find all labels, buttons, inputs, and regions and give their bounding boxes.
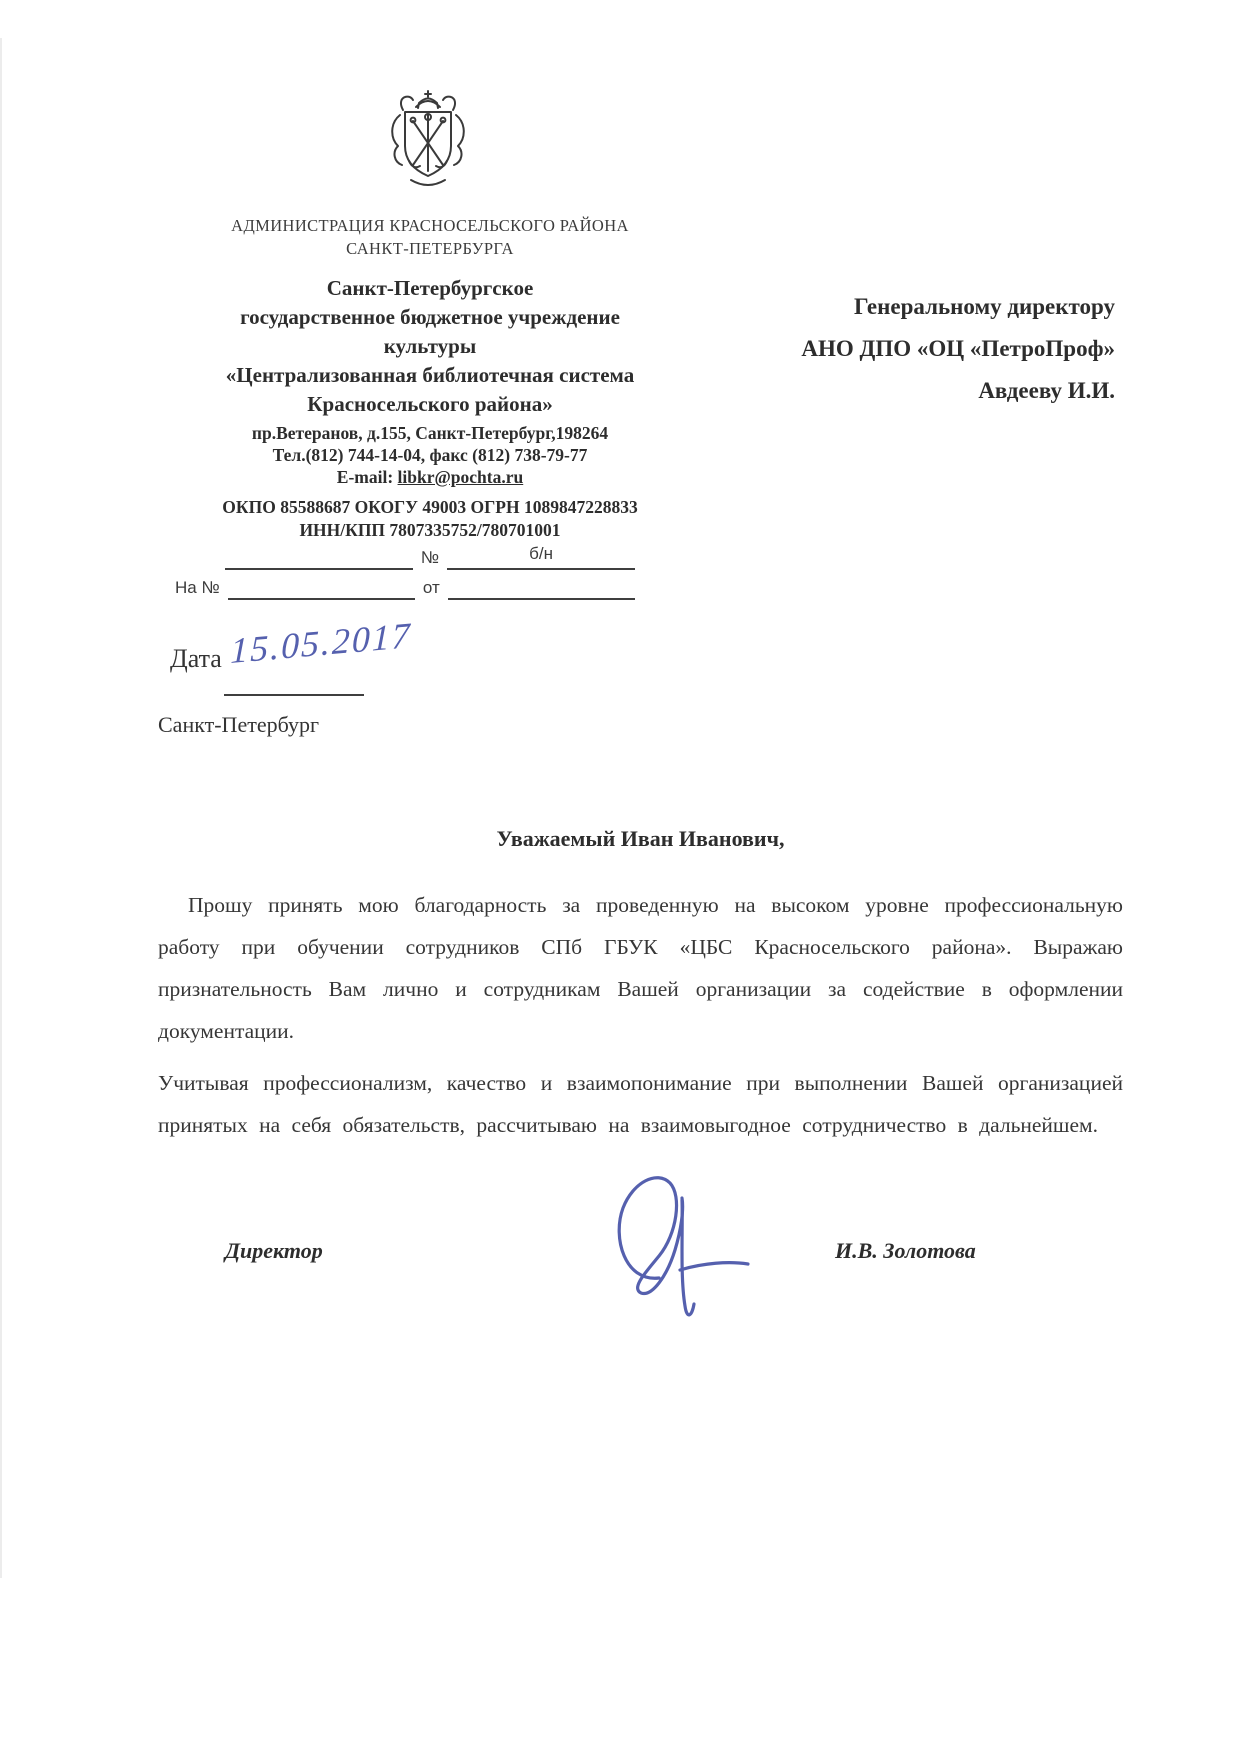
email-label: E-mail:	[336, 467, 394, 487]
number-sign-label: №	[420, 548, 440, 567]
email-line	[150, 466, 710, 488]
signer-title: Директор	[225, 1238, 323, 1263]
incoming-number-blank	[228, 574, 415, 600]
outgoing-number-value: б/н	[447, 544, 635, 570]
phone-fax: Тел.(812) 744-14-04, факс (812) 738-79-77	[272, 445, 588, 465]
contact-block	[150, 422, 710, 488]
body-paragraph-2: Учитывая профессионализм, качество и взаимопонимание при выполнении Вашей организацией принятых на себя обязательств, рассчитываю на взаимовыгодное сотрудничество в дальнейшем.	[158, 1071, 1123, 1137]
date-underline	[224, 694, 364, 696]
org-name-line: государственное бюджетное учреждение	[240, 305, 620, 329]
salutation: Уважаемый Иван Иванович,	[496, 826, 785, 851]
city-line: Санкт-Петербург	[158, 712, 319, 737]
recipient-person: Авдееву И.И.	[978, 378, 1115, 403]
incoming-date-blank	[448, 574, 635, 600]
organization-name	[150, 274, 710, 419]
body-paragraph-1: Прошу принять мою благодарность за проведенную на высоком уровне профессиональную работу при обучении сотрудников СПб ГБУК «ЦБС Красносельского района». Выражаю признательность Вам лично и сотрудникам Вашей организации за содействие в оформлении документации.	[158, 893, 1123, 1043]
recipient-organization: АНО ДПО «ОЦ «ПетроПроф»	[801, 336, 1115, 361]
outgoing-number-blank	[225, 544, 413, 570]
administration-caption	[150, 214, 710, 260]
codes-line-1: ОКПО 85588687 ОКОГУ 49003 ОГРН 1089847228833	[222, 497, 638, 517]
handwritten-date: 15.05.2017	[230, 614, 413, 671]
org-name-line: Красносельского района»	[307, 392, 553, 416]
handwritten-signature-icon	[585, 1158, 775, 1330]
date-label: Дата	[170, 644, 222, 673]
na-number-label: На №	[175, 578, 220, 597]
org-name-line: культуры	[383, 334, 477, 358]
spb-coat-of-arms-icon	[383, 88, 473, 192]
org-name-line: Санкт-Петербургское	[326, 276, 534, 300]
codes-line-2: ИНН/КПП 7807335752/780701001	[299, 520, 561, 540]
scan-edge-artifact	[0, 38, 2, 1578]
administration-line-2: САНКТ-ПЕТЕРБУРГА	[346, 239, 514, 258]
recipient-title: Генеральному директору	[854, 294, 1115, 319]
ot-label: от	[422, 578, 440, 597]
registry-codes	[150, 496, 710, 542]
recipient-block	[700, 286, 1115, 412]
administration-line-1: АДМИНИСТРАЦИЯ КРАСНОСЕЛЬСКОГО РАЙОНА	[231, 216, 629, 235]
org-name-line: «Централизованная библиотечная система	[225, 363, 635, 387]
signer-name: И.В. Золотова	[835, 1238, 976, 1263]
email-address: libkr@pochta.ru	[397, 467, 524, 487]
incoming-number-row	[175, 574, 635, 600]
postal-address: пр.Ветеранов, д.155, Санкт-Петербург,198264	[251, 423, 609, 443]
outgoing-number-row	[225, 544, 635, 570]
